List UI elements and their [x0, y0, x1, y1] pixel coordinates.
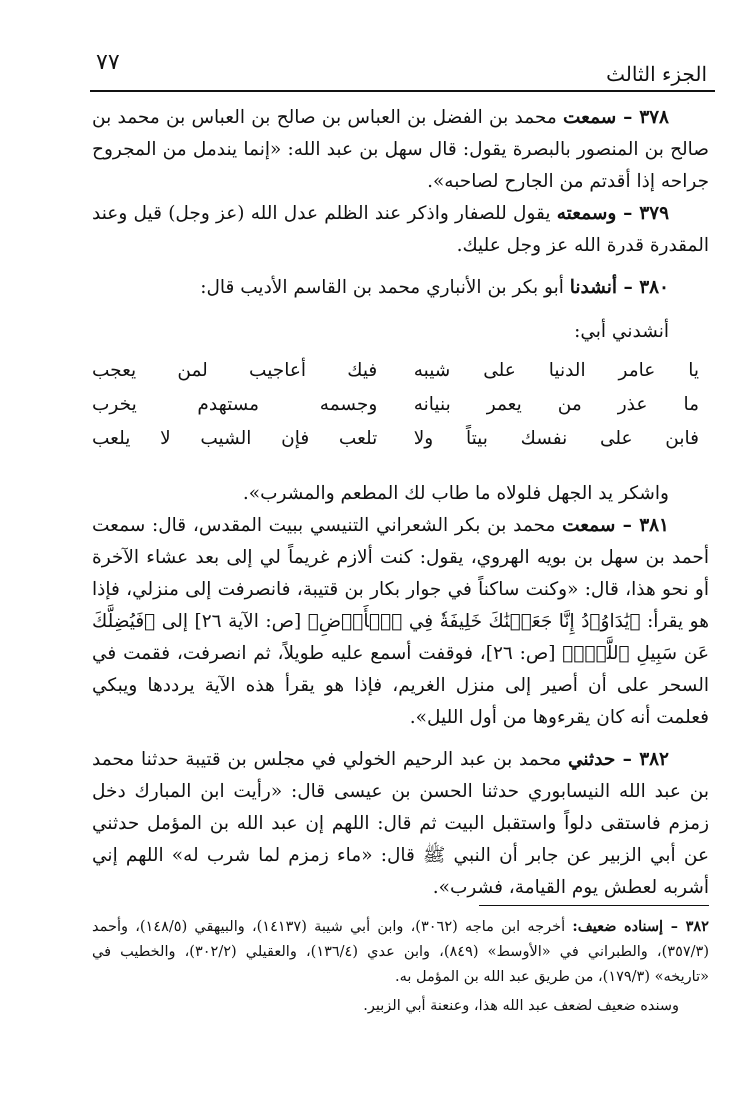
footnote-number: ٣٨٢: [685, 918, 709, 935]
entry-lead-word: سمعت: [562, 515, 616, 536]
entry-lead-word: وسمعته: [556, 203, 617, 224]
entry-378: [92, 102, 709, 198]
footnote-rule: [479, 905, 709, 906]
entry-lead-word: سمعت: [563, 107, 617, 128]
verse-second-hemistich: تلعب فإن الشيب لا يلعب: [92, 428, 378, 449]
page-number: ٧٧: [96, 50, 120, 75]
footnote-text: أخرجه ابن ماجه (٣٠٦٢)، وابن أبي شيبة (١٤١٣٧)، والبيهقي (١٤٨/٥)، وأحمد (٣٥٧/٣)، والطبراني في «الأوسط» (٨٤٩)، وابن عدي (١٣٦/٤)، والعقيلي (٣٠٢/٢)، والخطيب في «تاريخه» (١٧٩/٣)، من طريق عبد الله بن المؤمل به.: [92, 919, 709, 985]
footnote-label: إسناده ضعيف:: [572, 918, 664, 935]
entry-379: [92, 198, 709, 262]
verse-first-hemistich: يا عامر الدنيا على شيبه: [413, 360, 699, 381]
verse-second-hemistich: وجسمه مستهدم يخرب: [92, 394, 378, 415]
footnote-remark: وسنده ضعيف لضعف عبد الله هذا، وعنعنة أبي الزبير.: [363, 998, 679, 1014]
poem-verse: [92, 422, 709, 456]
entry-dash: –: [616, 107, 640, 128]
entry-text: أبو بكر بن الأنباري محمد بن القاسم الأديب قال:: [200, 277, 570, 298]
entry-dash: –: [616, 203, 640, 224]
footnote-382: [92, 914, 709, 990]
entry-lead-word: أنشدنا: [569, 277, 618, 298]
entry-381: [92, 510, 709, 734]
verse-first-hemistich: ما عذر من يعمر بنيانه: [413, 394, 699, 415]
poem-closing-line: واشكر يد الجهل فلولاه ما طاب لك المطعم والمشرب».: [242, 483, 669, 504]
entry-dash: –: [617, 277, 640, 298]
entry-number: ٣٨٢: [639, 749, 669, 770]
footnote-dash: –: [663, 918, 686, 935]
part-title: الجزء الثالث: [606, 62, 707, 86]
entry-text: محمد بن بكر الشعراني التنيسي ببيت المقدس، قال: سمعت أحمد بن سهل بن بويه الهروي، يقول: كنت ألازم غريماً لي إلى بعد عشاء الآخرة أو نحو هذا، قال: «وكنت ساكناً في جوار بكار بن قتيبة، فانصرفت إلى منزلي، فإذا هو يقرأ: ﴿يَٰدَاوُۥدُ إِنَّا جَعَلۡنَٰكَ خَلِيفَةٗ فِي ٱلۡأَرۡضِ﴾ [ص: الآية ٢٦] إلى ﴿فَيُضِلَّكَ عَن سَبِيلِ ٱللَّهِۚ﴾ [ص: ٢٦]، فوقفت أسمع عليه طويلاً، ثم انصرفت، فقمت في السحر على أن أصير إلى منزل الغريم، فإذا هو يقرأ هذه الآية يرددها ويبكي فعلمت أنه كان يقرءوها من أول الليل».: [92, 515, 709, 728]
entry-dash: –: [615, 515, 640, 536]
entry-lead-word: حدثني: [568, 749, 616, 770]
entry-382: [92, 744, 709, 904]
entry-number: ٣٧٩: [639, 203, 670, 224]
entry-text: يقول للصفار واذكر عند الظلم عدل الله (عز وجل) قيل وعند المقدرة قدرة الله عز وجل عليك.: [92, 203, 709, 256]
poem-intro: أنشدني أبي:: [574, 321, 669, 342]
entry-number: ٣٧٨: [639, 107, 669, 128]
poem: [92, 354, 709, 456]
main-text: [92, 102, 709, 904]
entry-380: [92, 272, 709, 304]
entry-text: محمد بن عبد الرحيم الخولي في مجلس بن قتيبة حدثنا محمد بن عبد الله النيسابوري حدثنا الحسن بن عيسى قال: «رأيت ابن المبارك دخل زمزم فاستقى دلواً واستقبل البيت ثم قال: اللهم إن عبد الله بن المؤمل حدثني عن أبي الزبير عن جابر أن النبي ﷺ قال: «ماء زمزم لما شرب له» اللهم إني أشربه لعطش يوم القيامة، فشرب».: [92, 749, 709, 898]
verse-first-hemistich: فابن على نفسك بيتاً ولا: [413, 428, 699, 449]
poem-verse: [92, 388, 709, 422]
footnotes: [92, 914, 709, 1019]
header-rule: [90, 90, 715, 92]
verse-second-hemistich: فيك أعاجيب لمن يعجب: [92, 360, 378, 381]
entry-number: ٣٨٠: [639, 277, 669, 298]
entry-number: ٣٨١: [639, 515, 669, 536]
entry-text: محمد بن الفضل بن العباس بن صالح بن العباس بن محمد بن صالح بن المنصور بالبصرة يقول: قال سهل بن عبد الله: «إنما يندمل من المجروح جراحه إذا أقدتم من الجارح لصاحبه».: [92, 107, 709, 192]
poem-verse: [92, 354, 709, 388]
entry-dash: –: [615, 749, 640, 770]
page-header: [90, 42, 715, 92]
